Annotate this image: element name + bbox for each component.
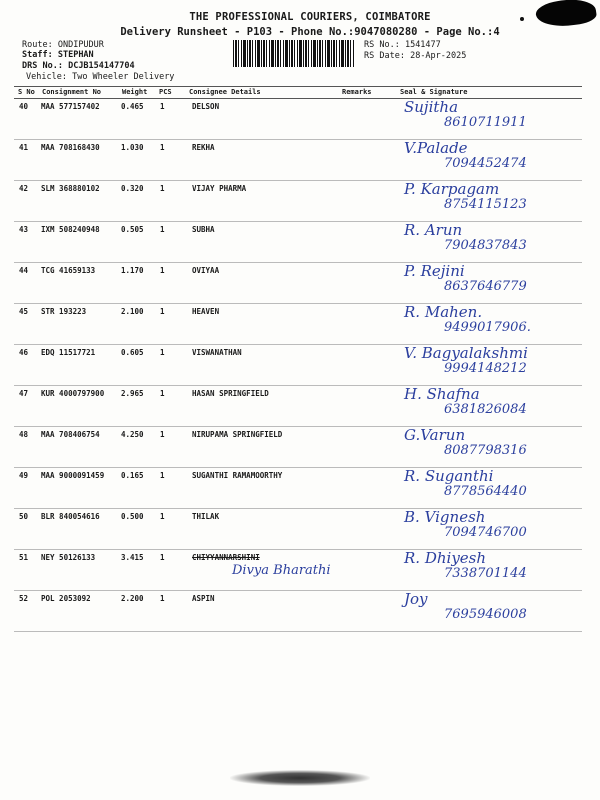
row-sno: 47 (19, 389, 29, 398)
row-signature-name: R. Suganthi (404, 467, 494, 485)
row-weight: 1.030 (121, 143, 144, 152)
row-signature-name: P. Karpagam (404, 180, 500, 198)
rs-no-label: RS No.: (364, 40, 400, 50)
row-pcs: 1 (160, 512, 165, 521)
staff-label: Staff: (22, 50, 53, 60)
row-consignment-no: MAA 708406754 (41, 430, 100, 439)
row-signature-phone: 8087798316 (444, 443, 527, 458)
row-signature-phone: 7904837843 (444, 238, 527, 253)
row-consignee: ASPIN (192, 594, 215, 603)
row-weight: 0.505 (121, 225, 144, 234)
route-label: Route: (22, 40, 53, 50)
row-consignee: THILAK (192, 512, 220, 521)
row-signature-name: R. Mahen. (404, 303, 483, 321)
table-row (14, 508, 582, 550)
row-consignee: DELSON (192, 102, 220, 111)
row-signature-phone: 8610711911 (444, 115, 527, 130)
drs-label: DRS No.: (22, 61, 63, 71)
row-weight: 0.320 (121, 184, 144, 193)
row-signature-phone: 8778564440 (444, 484, 527, 499)
row-weight: 3.415 (121, 553, 144, 562)
vehicle-label: Vehicle: (26, 72, 67, 82)
row-signature-name: V. Bagyalakshmi (404, 344, 528, 362)
col-sno: S No (18, 88, 35, 96)
row-consignee: HEAVEN (192, 307, 220, 316)
row-weight: 2.965 (121, 389, 144, 398)
row-signature-phone: 7094746700 (444, 525, 527, 540)
row-consignment-no: POL 2053092 (41, 594, 91, 603)
row-signature-phone: 6381826084 (444, 402, 527, 417)
table-row (14, 467, 582, 509)
scan-smudge (230, 770, 370, 786)
row-signature-name: V.Palade (404, 139, 468, 157)
row-signature-name: Sujitha (404, 98, 459, 116)
table-row (14, 303, 582, 345)
row-pcs: 1 (160, 430, 165, 439)
table-row (14, 426, 582, 468)
row-pcs: 1 (160, 348, 165, 357)
drs-value: DCJB154147704 (68, 61, 135, 71)
row-consignment-no: MAA 9000091459 (41, 471, 105, 480)
row-signature-name: R. Arun (404, 221, 463, 239)
row-weight: 0.605 (121, 348, 144, 357)
row-sno: 41 (19, 143, 29, 152)
row-weight: 0.165 (121, 471, 144, 480)
row-signature-name: Joy (404, 590, 428, 608)
table-row (14, 385, 582, 427)
row-weight: 4.250 (121, 430, 144, 439)
row-weight: 1.170 (121, 266, 144, 275)
row-pcs: 1 (160, 225, 165, 234)
row-pcs: 1 (160, 143, 165, 152)
row-consignee: HASAN SPRINGFIELD (192, 389, 269, 398)
row-weight: 0.465 (121, 102, 144, 111)
row-consignment-no: STR 193223 (41, 307, 87, 316)
row-pcs: 1 (160, 471, 165, 480)
row-pcs: 1 (160, 102, 165, 111)
row-consignee: NIRUPAMA SPRINGFIELD (192, 430, 283, 439)
rs-date-label: RS Date: (364, 51, 405, 61)
row-consignment-no: NEY 50126133 (41, 553, 96, 562)
row-signature-phone: 9499017906. (444, 320, 531, 335)
row-signature-name: B. Vignesh (404, 508, 486, 526)
row-signature-phone: 8637646779 (444, 279, 527, 294)
row-sno: 44 (19, 266, 29, 275)
table-row (14, 262, 582, 304)
row-consignee: REKHA (192, 143, 215, 152)
row-sno: 50 (19, 512, 29, 521)
row-consignee: SUGANTHI RAMAMOORTHY (192, 471, 283, 480)
row-sno: 48 (19, 430, 29, 439)
table-row (14, 98, 582, 140)
col-pcs: PCS (159, 88, 172, 96)
row-pcs: 1 (160, 184, 165, 193)
row-pcs: 1 (160, 553, 165, 562)
row-consignment-no: IXM 508240948 (41, 225, 100, 234)
row-consignment-no: EDQ 11517721 (41, 348, 96, 357)
row-signature-phone: 9994148212 (444, 361, 527, 376)
rs-date-value: 28-Apr-2025 (410, 51, 467, 61)
row-consignment-no: TCG 41659133 (41, 266, 96, 275)
row-sno: 43 (19, 225, 29, 234)
table-row (14, 221, 582, 263)
vehicle-value: Two Wheeler Delivery (72, 72, 175, 82)
row-sno: 46 (19, 348, 29, 357)
table-row (14, 344, 582, 386)
row-signature-phone: 7695946008 (444, 607, 527, 622)
row-weight: 2.200 (121, 594, 144, 603)
table-row (14, 549, 582, 591)
row-signature-name: H. Shafna (404, 385, 480, 403)
row-signature-name: P. Rejini (404, 262, 465, 280)
row-sno: 52 (19, 594, 29, 603)
row-weight: 0.500 (121, 512, 144, 521)
col-seal-signature: Seal & Signature (400, 88, 468, 96)
col-consignee: Consignee Details (189, 88, 261, 96)
table-row (14, 590, 582, 632)
row-signature-phone: 7338701144 (444, 566, 527, 581)
row-weight: 2.100 (121, 307, 144, 316)
route-value: ONDIPUDUR (57, 40, 104, 50)
row-consignment-no: SLM 368880102 (41, 184, 100, 193)
row-consignment-no: MAA 708168430 (41, 143, 100, 152)
row-pcs: 1 (160, 307, 165, 316)
drs-line (22, 61, 135, 71)
rs-date-line (364, 51, 466, 61)
table-row (14, 139, 582, 181)
col-weight: Weight (122, 88, 148, 96)
row-signature-name: R. Dhiyesh (404, 549, 487, 567)
row-consignee: VISWANATHAN (192, 348, 242, 357)
staff-value: STEPHAN (57, 50, 94, 60)
col-remarks: Remarks (342, 88, 372, 96)
table-row (14, 180, 582, 222)
row-consignee-handwritten: Divya Bharathi (232, 563, 331, 578)
row-consignment-no: MAA 577157402 (41, 102, 100, 111)
row-consignment-no: BLR 840054616 (41, 512, 100, 521)
rs-no-line (364, 40, 441, 50)
col-consignment: Consignment No (42, 88, 102, 96)
row-sno: 45 (19, 307, 29, 316)
runsheet-title: Delivery Runsheet - P103 - Phone No.:9047080280 - Page No.:4 (120, 26, 500, 38)
row-consignee: SUBHA (192, 225, 215, 234)
row-sno: 49 (19, 471, 29, 480)
row-sno: 40 (19, 102, 29, 111)
row-pcs: 1 (160, 389, 165, 398)
company-name: THE PROFESSIONAL COURIERS, COIMBATORE (189, 11, 431, 23)
row-consignee: OVIYAA (192, 266, 220, 275)
barcode (233, 40, 355, 67)
staff-line (22, 50, 94, 60)
route-line (22, 40, 104, 50)
vehicle-line (26, 72, 174, 82)
row-pcs: 1 (160, 594, 165, 603)
row-consignee: VIJAY PHARMA (192, 184, 247, 193)
rs-no-value: 1541477 (404, 40, 441, 50)
row-consignee: CHIYYANNARSHINI (192, 553, 260, 562)
row-signature-phone: 8754115123 (444, 197, 527, 212)
row-signature-name: G.Varun (404, 426, 466, 444)
row-sno: 42 (19, 184, 29, 193)
row-pcs: 1 (160, 266, 165, 275)
row-sno: 51 (19, 553, 29, 562)
row-consignment-no: KUR 4000797900 (41, 389, 105, 398)
row-signature-phone: 7094452474 (444, 156, 527, 171)
